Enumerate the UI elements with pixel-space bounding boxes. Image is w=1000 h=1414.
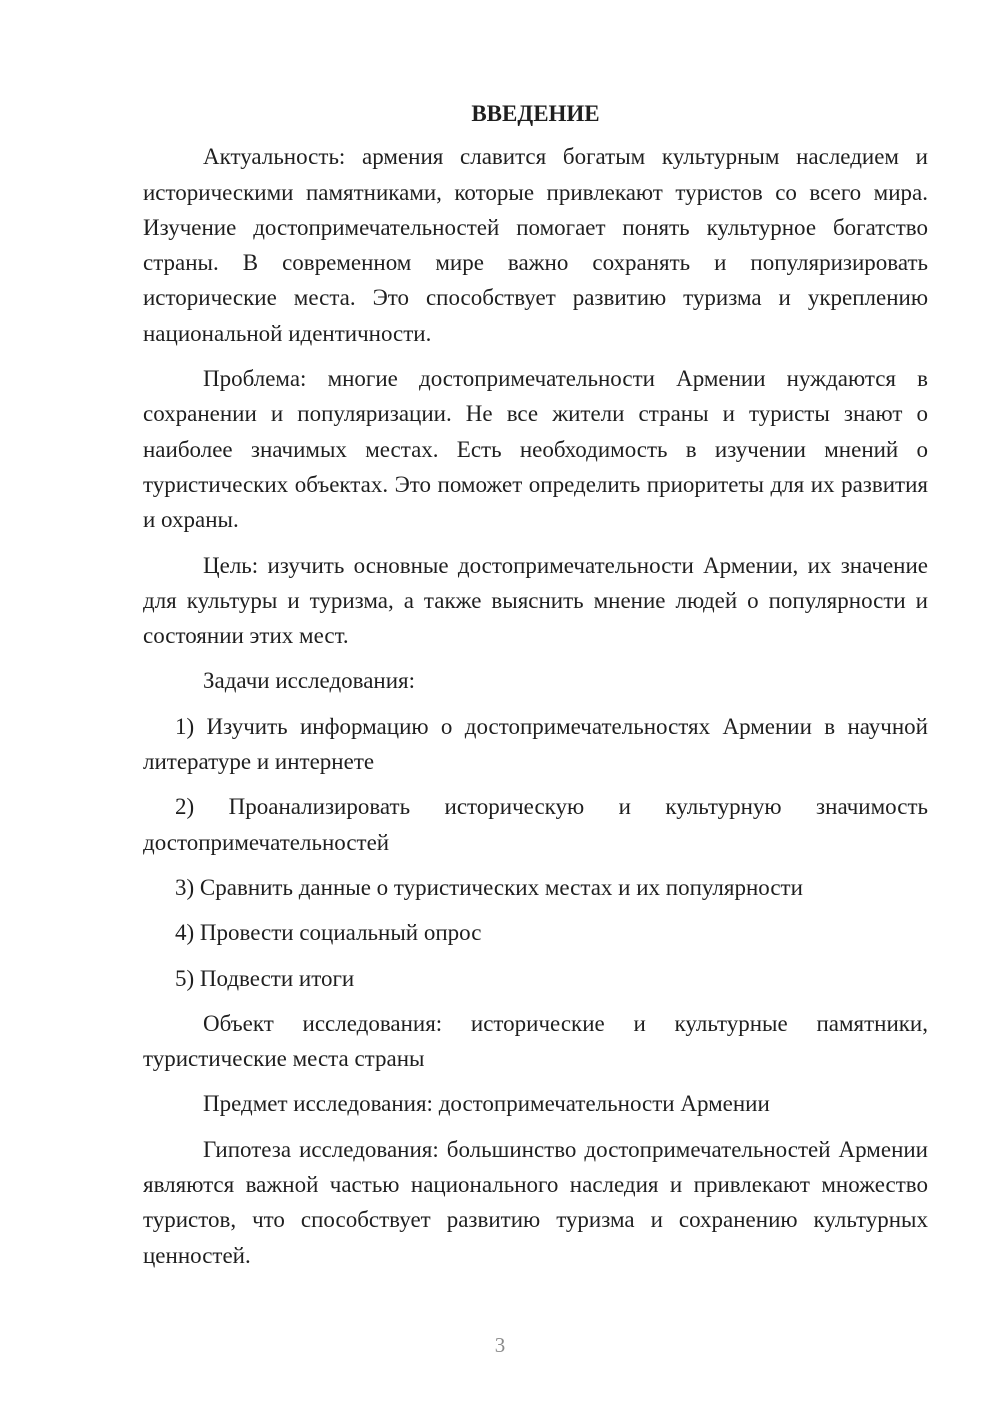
document-page xyxy=(143,96,928,1283)
page-number: 3 xyxy=(494,1333,506,1357)
task-item-2: 2) Проанализировать историческую и культурную значимость достопримечательностей xyxy=(143,794,928,855)
task-item-4: 4) Провести социальный опрос xyxy=(175,920,482,946)
page-title: ВВЕДЕНИЕ xyxy=(471,101,600,126)
paragraph-relevance: Актуальность: армения славится богатым культурным наследием и историческими памятниками, которые привлекают туристов со всего мира. Изучение достопримечательностей помогает понять культурное богатство страны. В современном мире важно сохранять и популяризировать исторические места. Это способствует развитию туризма и укреплению национальной идентичности. xyxy=(143,144,928,346)
tasks-heading: Задачи исследования: xyxy=(203,668,416,694)
task-item-1: 1) Изучить информацию о достопримечательностях Армении в научной литературе и интернете xyxy=(143,713,928,775)
task-item-3: 3) Сравнить данные о туристических местах и их популярности xyxy=(175,874,803,900)
paragraph-hypothesis: Гипотеза исследования: большинство достопримечательностей Армении являются важной частью национального наследия и привлекают множество туристов, что способствует развитию туризма и сохранению культурных ценностей. xyxy=(143,1136,928,1268)
paragraph-object: Объект исследования: исторические и культурные памятники, туристические места страны xyxy=(143,1010,928,1072)
task-item-5: 5) Подвести итоги xyxy=(175,965,355,991)
paragraph-subject: Предмет исследования: достопримечательности Армении xyxy=(203,1091,770,1117)
paragraph-problem: Проблема: многие достопримечательности Армении нуждаются в сохранении и популяризации. Не все жители страны и туристы знают о наиболее значимых местах. Есть необходимость в изучении мнений о туристических объектах. Это поможет определить приоритеты для их развития и охраны. xyxy=(143,366,928,533)
paragraph-goal: Цель: изучить основные достопримечательности Армении, их значение для культуры и туризма, а также выяснить мнение людей о популярности и состоянии этих мест. xyxy=(143,552,928,649)
